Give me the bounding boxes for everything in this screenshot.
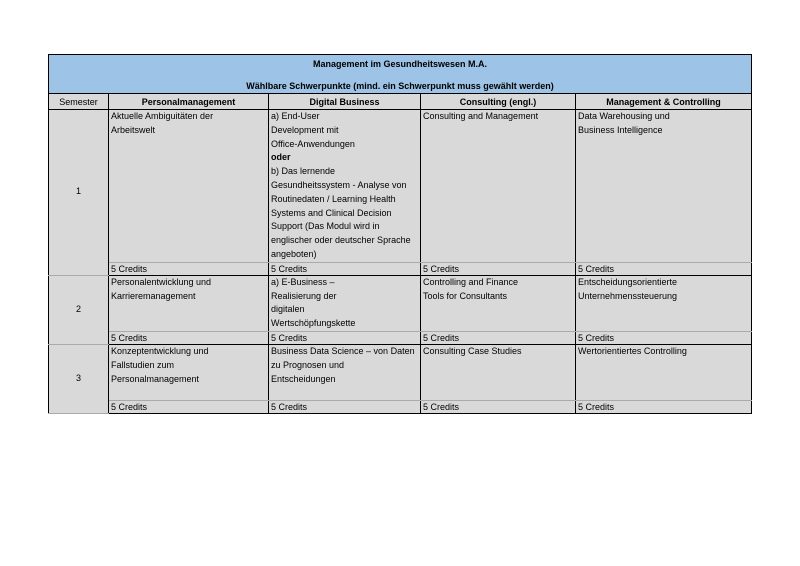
module-line: angeboten) xyxy=(271,248,317,259)
module-line: Systems and Clinical Decision xyxy=(271,207,392,218)
curriculum-sheet xyxy=(48,54,751,414)
credits-cell: 5 Credits xyxy=(576,262,752,275)
module-cell xyxy=(109,275,269,331)
credits-cell: 5 Credits xyxy=(421,331,576,344)
table-row xyxy=(49,344,752,400)
module-cell xyxy=(576,110,752,263)
module-cell xyxy=(421,275,576,331)
module-cell xyxy=(576,344,752,400)
semester-cell: 1 xyxy=(49,110,109,276)
module-line: Wertschöpfungskette xyxy=(271,318,356,329)
table-subtitle: Wählbare Schwerpunkte (mind. ein Schwerpunkt muss gewählt werden) xyxy=(246,81,554,91)
module-cell xyxy=(576,275,752,331)
module-line: Unternehmenssteuerung xyxy=(578,290,678,301)
module-line: Support (Das Modul wird in xyxy=(271,221,380,232)
credits-cell: 5 Credits xyxy=(109,262,269,275)
module-line: Fallstudien zum xyxy=(111,359,175,370)
column-header-personalmanagement: Personalmanagement xyxy=(109,94,269,110)
module-line: Entscheidungsorientierte xyxy=(578,276,678,287)
column-header-digital-business: Digital Business xyxy=(269,94,421,110)
module-line: a) E-Business – xyxy=(271,276,335,287)
module-line: Personalentwicklung und xyxy=(111,276,212,287)
column-header-row xyxy=(49,94,752,110)
module-cell xyxy=(421,110,576,263)
credits-cell: 5 Credits xyxy=(269,400,421,413)
column-header-semester: Semester xyxy=(49,94,109,110)
credits-cell: 5 Credits xyxy=(109,400,269,413)
credits-cell: 5 Credits xyxy=(109,331,269,344)
table-row xyxy=(49,110,752,263)
module-line: Personalmanagement xyxy=(111,373,200,384)
module-line: Konzeptentwicklung und xyxy=(111,345,209,356)
column-header-management-controlling: Management & Controlling xyxy=(576,94,752,110)
table-title-cell xyxy=(49,55,752,94)
credits-cell: 5 Credits xyxy=(576,400,752,413)
module-line: Entscheidungen xyxy=(271,373,336,384)
module-line: Business Data Science – von Daten xyxy=(271,345,415,356)
module-cell xyxy=(269,275,421,331)
credits-cell: 5 Credits xyxy=(421,262,576,275)
module-line: Business Intelligence xyxy=(578,124,663,135)
module-line: Consulting and Management xyxy=(423,111,539,121)
credits-cell: 5 Credits xyxy=(421,400,576,413)
credits-row xyxy=(49,331,752,344)
module-cell xyxy=(421,344,576,400)
table-row xyxy=(49,275,752,331)
module-line: digitalen xyxy=(271,304,305,315)
module-line: Tools for Consultants xyxy=(423,290,508,301)
module-line: zu Prognosen und xyxy=(271,359,345,370)
module-line: Routinedaten / Learning Health xyxy=(271,193,396,204)
module-line: Controlling and Finance xyxy=(423,276,519,287)
curriculum-table xyxy=(48,54,752,414)
table-title: Management im Gesundheitswesen M.A. xyxy=(313,59,488,69)
module-line: Realisierung der xyxy=(271,290,337,301)
module-line: Data Warehousing und xyxy=(578,111,670,121)
semester-cell: 3 xyxy=(49,344,109,413)
column-header-consulting: Consulting (engl.) xyxy=(421,94,576,110)
credits-row xyxy=(49,262,752,275)
module-line: Office-Anwendungen xyxy=(271,138,355,149)
module-line: Wertorientiertes Controlling xyxy=(578,345,687,356)
module-line: englischer oder deutscher Sprache xyxy=(271,235,411,246)
semester-cell: 2 xyxy=(49,275,109,344)
module-line: oder xyxy=(271,152,291,163)
module-line: Gesundheitssystem - Analyse von xyxy=(271,179,407,190)
module-line: b) Das lernende xyxy=(271,166,336,177)
module-line: Development mit xyxy=(271,124,339,135)
credits-cell: 5 Credits xyxy=(576,331,752,344)
module-cell xyxy=(269,344,421,400)
module-line: Arbeitswelt xyxy=(111,124,156,135)
module-line: Aktuelle Ambiguitäten der xyxy=(111,111,214,121)
module-cell xyxy=(269,110,421,263)
module-cell xyxy=(109,344,269,400)
module-line: Consulting Case Studies xyxy=(423,345,522,356)
credits-cell: 5 Credits xyxy=(269,331,421,344)
module-cell xyxy=(109,110,269,263)
credits-row xyxy=(49,400,752,413)
module-line: Karrieremanagement xyxy=(111,290,196,301)
credits-cell: 5 Credits xyxy=(269,262,421,275)
module-line: a) End-User xyxy=(271,111,320,121)
